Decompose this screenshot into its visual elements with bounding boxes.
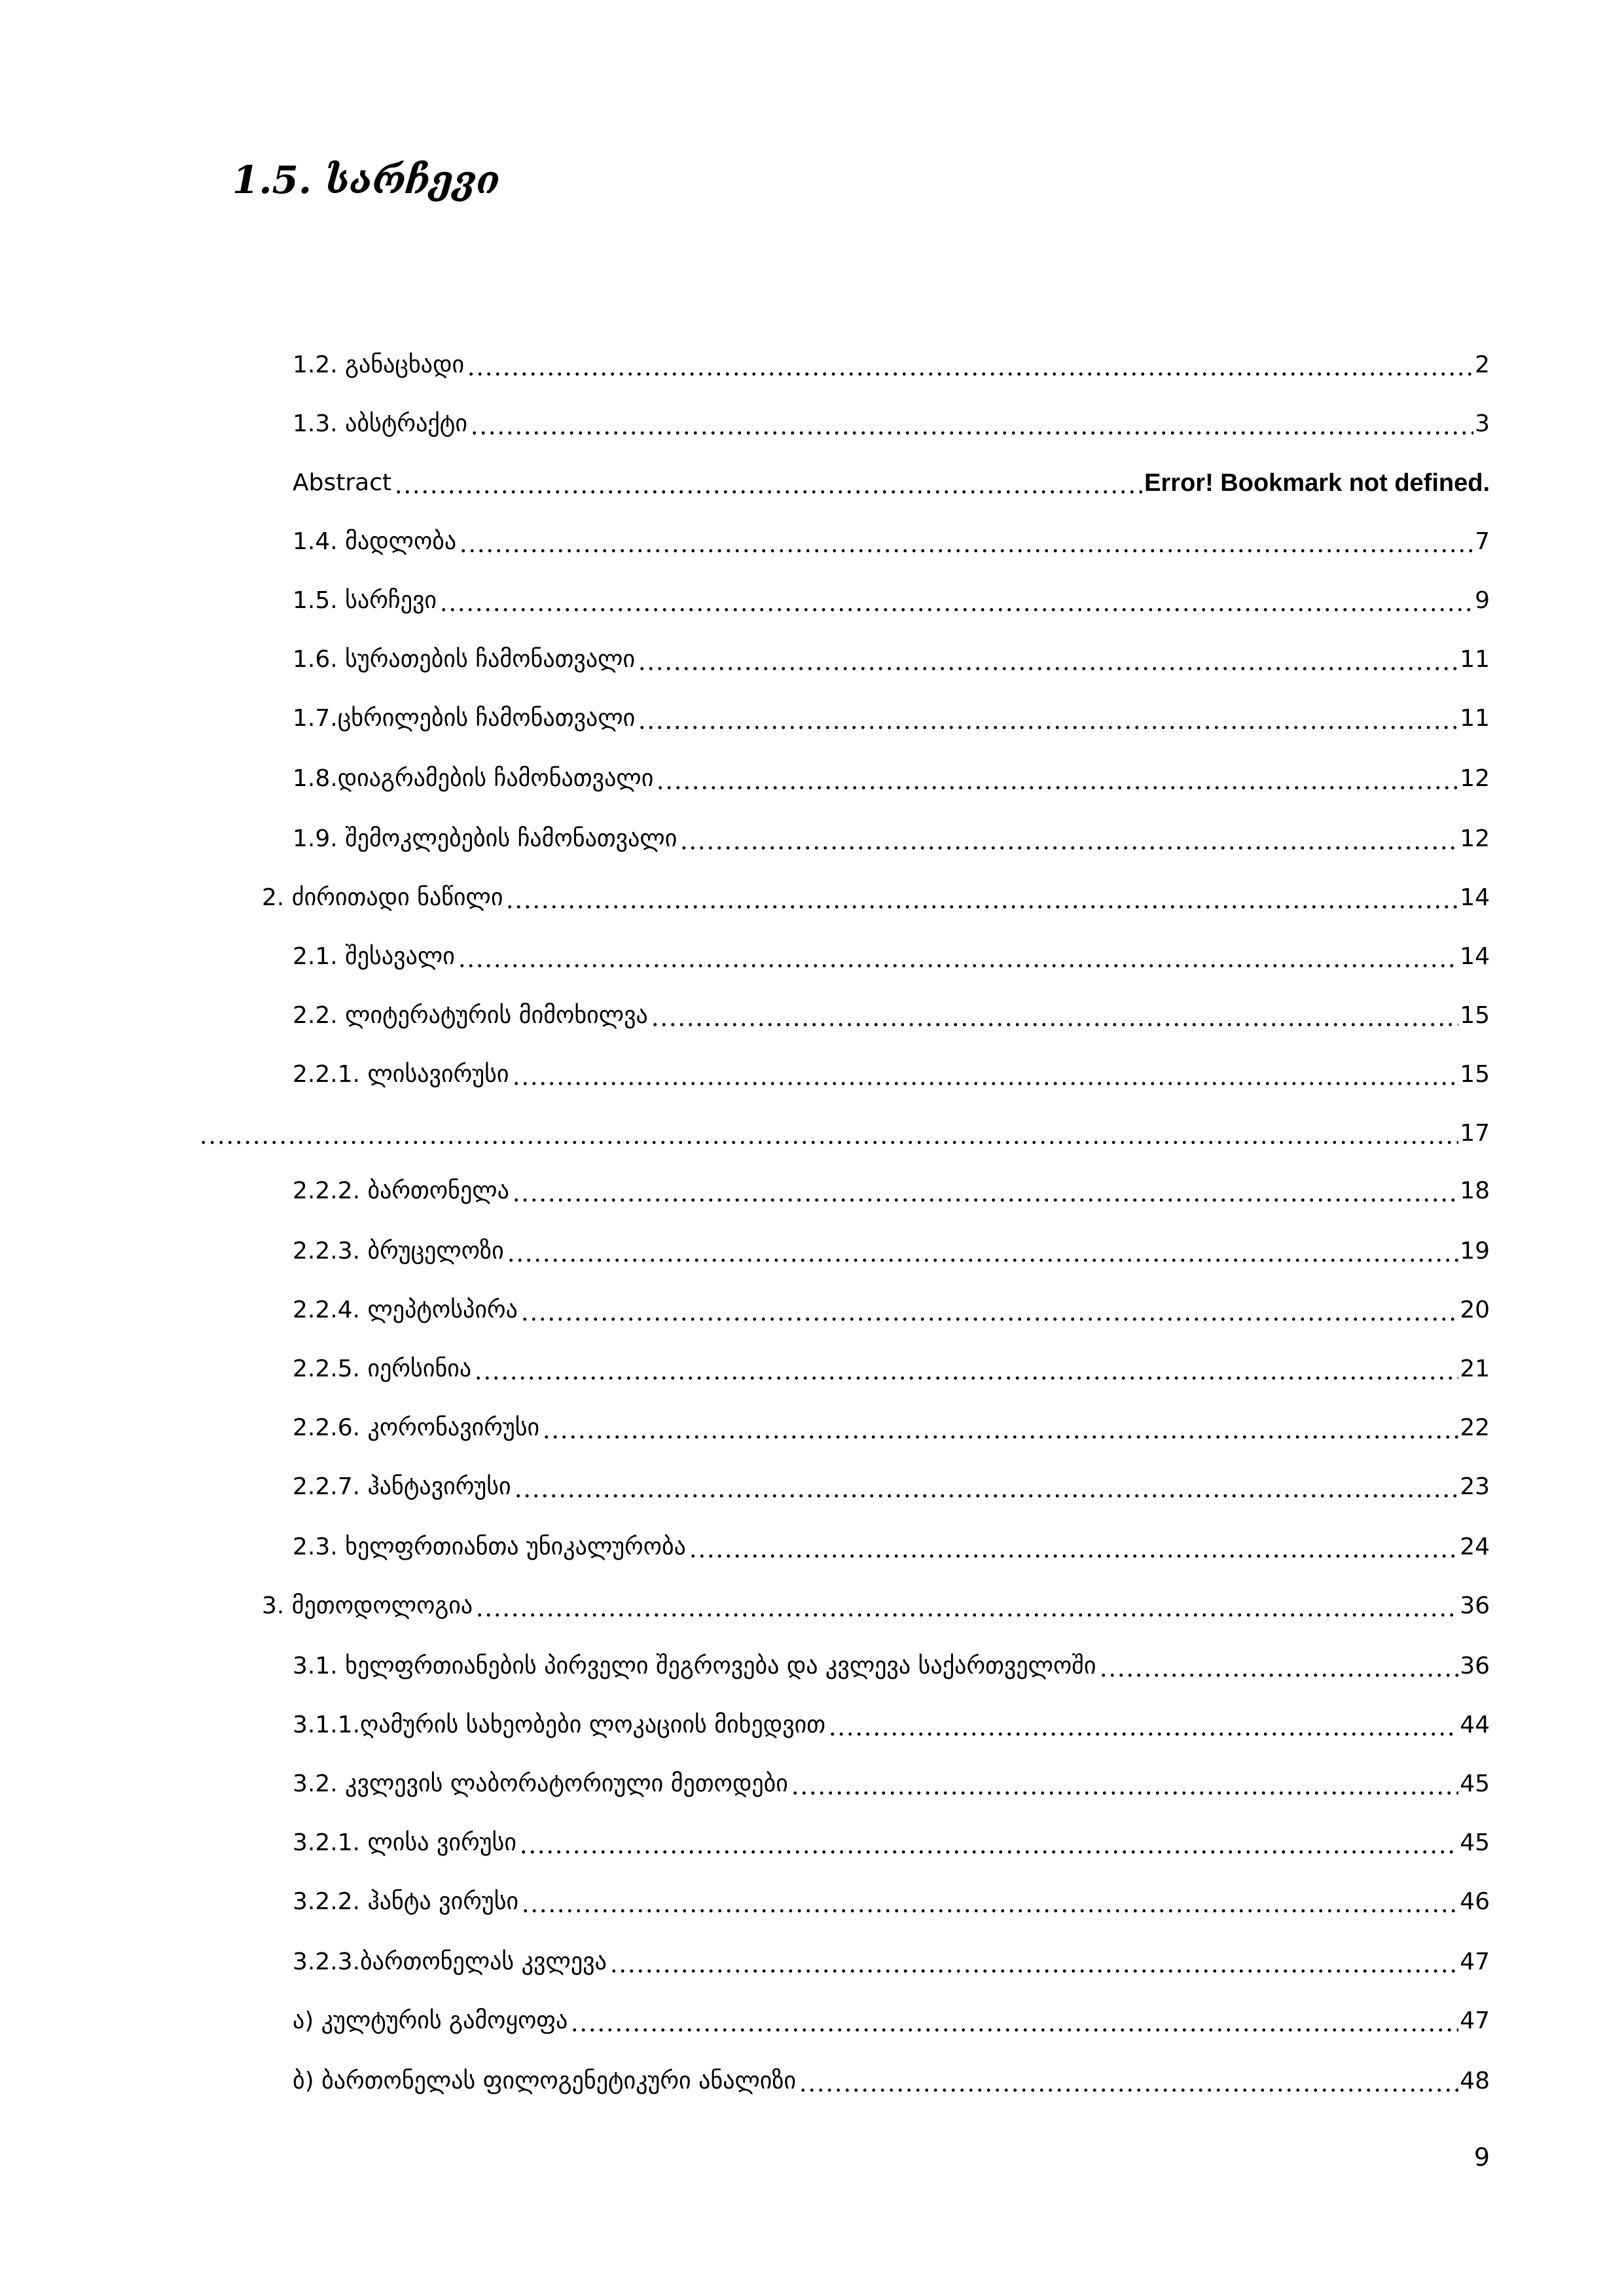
toc-entry-page: 15 — [1460, 1061, 1490, 1088]
toc-entry-page: 7 — [1475, 528, 1490, 555]
toc-entry-page: 22 — [1460, 1414, 1490, 1441]
bookmark-error-text: Error! Bookmark not defined. — [1144, 469, 1490, 497]
dot-leader — [439, 583, 1473, 619]
toc-entry-page: 48 — [1460, 2068, 1490, 2094]
toc-entry-label: ა) კულტურის გამოყოფა — [293, 2007, 568, 2034]
toc-entry-label: 1.9. შემოკლებების ჩამონათვალი — [293, 825, 677, 852]
toc-entry-page: 12 — [1460, 765, 1490, 792]
dot-leader — [609, 1944, 1458, 1981]
toc-entry-page: 46 — [1460, 1888, 1490, 1915]
dot-leader — [199, 1115, 1458, 1152]
toc-entry-page: 12 — [1460, 825, 1490, 852]
toc-entry[interactable] — [262, 1588, 1490, 1624]
toc-entry[interactable] — [293, 761, 1490, 797]
toc-entry-page: 21 — [1460, 1355, 1490, 1382]
toc-entry-label: 3.1. ხელფრთიანების პირველი შეგროვება და კვლევა საქართველოში — [293, 1653, 1096, 1679]
toc-entry[interactable] — [293, 524, 1490, 560]
toc-entry[interactable] — [293, 1884, 1490, 1920]
toc-entry-label: 3.2.3.ბართონელას კვლევა — [293, 1948, 607, 1975]
toc-entry[interactable] — [293, 1469, 1490, 1505]
dot-leader — [507, 1233, 1458, 1270]
toc-entry-page: 17 — [1460, 1120, 1490, 1147]
toc-entry[interactable] — [293, 1766, 1490, 1803]
dot-leader — [512, 1173, 1458, 1210]
toc-entry-label: 3.2. კვლევის ლაბორატორიული მეთოდები — [293, 1770, 788, 1797]
toc-entry[interactable] — [293, 939, 1490, 975]
toc-entry-label: Abstract — [293, 469, 392, 496]
toc-entry-page: 19 — [1460, 1238, 1490, 1265]
dot-leader — [799, 2063, 1458, 2100]
toc-entry-page: 44 — [1460, 1712, 1490, 1738]
toc-entry-page: 23 — [1460, 1473, 1490, 1500]
toc-entry-label: 2.2.7. ჰანტავირუსი — [293, 1473, 511, 1500]
toc-entry-page: 15 — [1460, 1002, 1490, 1029]
toc-entry-page: 9 — [1475, 587, 1490, 614]
dot-leader — [791, 1766, 1458, 1803]
toc-entry-page: 14 — [1460, 943, 1490, 970]
dot-leader — [505, 880, 1458, 916]
dot-leader — [512, 1056, 1459, 1093]
toc-entry-label: 2.2.4. ლეპტოსპირა — [293, 1297, 518, 1323]
dot-leader — [689, 1529, 1458, 1566]
dot-leader — [656, 761, 1458, 797]
dot-leader — [638, 700, 1458, 737]
toc-entry[interactable] — [293, 347, 1490, 384]
dot-leader — [470, 406, 1473, 442]
toc-entry[interactable] — [293, 1529, 1490, 1566]
dot-leader — [458, 939, 1458, 975]
toc-entry-label: 2.2.3. ბრუცელოზი — [293, 1238, 504, 1265]
toc-entry[interactable] — [293, 583, 1490, 619]
dot-leader — [679, 821, 1458, 857]
toc-entry-label: 2.2.6. კორონავირუსი — [293, 1414, 540, 1441]
toc-entry[interactable] — [293, 1648, 1490, 1685]
toc-entry-page: 18 — [1460, 1177, 1490, 1204]
dot-leader — [520, 1292, 1458, 1329]
toc-entry[interactable] — [293, 1944, 1490, 1981]
page-title: 1.5. სარჩევი — [232, 158, 500, 202]
footer-page-number: 9 — [1473, 2143, 1490, 2172]
toc-entry-page: 20 — [1460, 1297, 1490, 1323]
toc-entry-label: ბ) ბართონელას ფილოგენეტიკური ანალიზი — [293, 2068, 797, 2094]
toc-entry[interactable] — [293, 1825, 1490, 1861]
toc-entry-label: 2.2.1. ლისავირუსი — [293, 1061, 509, 1088]
toc-entry-label: 2.2.2. ბართონელა — [293, 1177, 509, 1204]
toc-entry[interactable] — [293, 1233, 1490, 1270]
toc-entry[interactable] — [262, 880, 1490, 916]
dot-leader — [394, 465, 1143, 501]
toc-entry-label: 1.4. მადლობა — [293, 528, 457, 555]
toc-entry-page: 24 — [1460, 1534, 1490, 1560]
toc-entry-label: 3.2.2. ჰანტა ვირუსი — [293, 1888, 519, 1915]
toc-entry-label: 1.2. განაცხადი — [293, 351, 465, 378]
toc-entry-page: 45 — [1460, 1770, 1490, 1797]
dot-leader — [1099, 1648, 1459, 1685]
toc-entry[interactable] — [293, 465, 1490, 501]
toc-entry[interactable] — [293, 1292, 1490, 1329]
dot-leader — [467, 347, 1473, 384]
toc-entry-page: 36 — [1460, 1592, 1490, 1619]
toc-entry[interactable] — [293, 2063, 1490, 2100]
dot-leader — [638, 641, 1458, 678]
toc-entry[interactable] — [293, 2003, 1490, 2039]
toc-entry-label: 3. მეთოდოლოგია — [262, 1592, 473, 1619]
dot-leader — [651, 997, 1458, 1034]
dot-leader — [828, 1707, 1458, 1744]
toc-entry-label: 1.6. სურათების ჩამონათვალი — [293, 646, 636, 673]
toc-entry[interactable] — [293, 1351, 1490, 1388]
toc-entry-label: 1.7.ცხრილების ჩამონათვალი — [293, 705, 636, 732]
toc-entry[interactable] — [293, 700, 1490, 737]
dot-leader — [514, 1469, 1459, 1505]
toc-entry-label: 1.8.დიაგრამების ჩამონათვალი — [293, 765, 654, 792]
toc-entry[interactable] — [293, 406, 1490, 442]
toc-entry[interactable] — [293, 821, 1490, 857]
toc-entry-page: 47 — [1460, 2007, 1490, 2034]
toc-entry-label: 2. ძირითადი ნაწილი — [262, 884, 503, 911]
toc-entry-label: 2.1. შესავალი — [293, 943, 455, 970]
toc-entry[interactable] — [293, 1410, 1490, 1446]
toc-entry-label: 3.1.1.ღამურის სახეობები ლოკაციის მიხედვით — [293, 1712, 826, 1738]
toc-entry[interactable] — [293, 641, 1490, 678]
toc-entry-label: 1.5. სარჩევი — [293, 587, 437, 614]
toc-entry-page: 11 — [1460, 646, 1490, 673]
dot-leader — [570, 2003, 1458, 2039]
dot-leader — [519, 1825, 1458, 1861]
toc-entry-page: 47 — [1460, 1948, 1490, 1975]
dot-leader — [542, 1410, 1458, 1446]
toc-entry-label: 1.3. აბსტრაქტი — [293, 410, 467, 437]
toc-entry-page: 3 — [1475, 410, 1490, 437]
toc-entry[interactable] — [293, 1707, 1490, 1744]
dot-leader — [475, 1588, 1458, 1624]
toc-entry-page: 45 — [1460, 1829, 1490, 1856]
toc-entry-page: 14 — [1460, 884, 1490, 911]
toc-entry-label: 2.2. ლიტერატურის მიმოხილვა — [293, 1002, 648, 1029]
toc-entry-label: 2.3. ხელფრთიანთა უნიკალურობა — [293, 1534, 686, 1560]
toc-entry[interactable] — [293, 1056, 1490, 1093]
toc-entry[interactable] — [293, 997, 1490, 1034]
dot-leader — [521, 1884, 1458, 1920]
toc-entry-untitled[interactable] — [196, 1115, 1490, 1152]
toc-entry[interactable] — [293, 1173, 1490, 1210]
dot-leader — [459, 524, 1473, 560]
toc-entry-label: 3.2.1. ლისა ვირუსი — [293, 1829, 516, 1856]
toc-entry-page: 2 — [1475, 351, 1490, 378]
dot-leader — [474, 1351, 1458, 1388]
toc-entry-page: 11 — [1460, 705, 1490, 732]
toc-entry-label: 2.2.5. იერსინია — [293, 1355, 472, 1382]
toc-entry-page: 36 — [1460, 1653, 1490, 1679]
